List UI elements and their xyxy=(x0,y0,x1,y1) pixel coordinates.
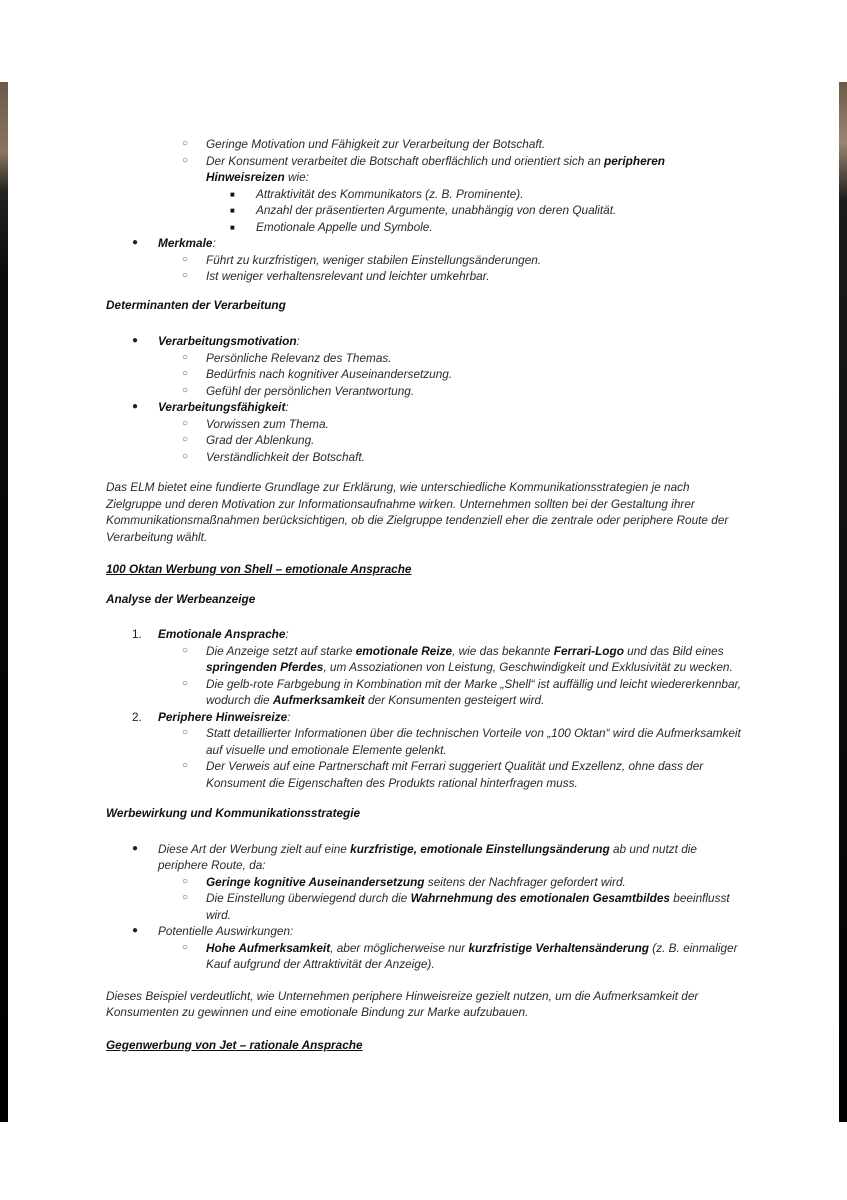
section-heading: Determinanten der Verarbeitung xyxy=(106,297,286,312)
list-item: ■ Emotionale Appelle und Symbole. xyxy=(106,219,746,236)
list-item: ○ Grad der Ablenkung. xyxy=(182,433,315,447)
circle-bullet-icon: ○ xyxy=(182,941,189,953)
disc-bullet-icon: ● xyxy=(132,842,139,854)
list-item: 1. Emotionale Ansprache: xyxy=(132,627,289,641)
document-page xyxy=(8,82,839,1122)
disc-bullet-icon: ● xyxy=(132,925,139,936)
list-item: ○ Die Einstellung überwiegend durch die Wahrnehmung des emotionalen Gesamtbildes beeinflusst wird. xyxy=(182,891,730,922)
section-title: Gegenwerbung von Jet – rationale Ansprache xyxy=(106,1037,363,1052)
list-item: ○ Statt detaillierter Informationen über die technischen Vorteile von „100 Oktan“ wird die Aufmerksamkeit auf visuelle und emotionale Elemente gelenkt. xyxy=(182,726,741,757)
list-item: ○ Geringe Motivation und Fähigkeit zur Verarbeitung der Botschaft. xyxy=(182,137,546,151)
circle-bullet-icon: ○ xyxy=(182,417,189,429)
left-photo-edge xyxy=(0,82,8,1122)
list-item: ○ Geringe kognitive Auseinandersetzung seitens der Nachfrager gefordert wird. xyxy=(182,874,626,889)
circle-bullet-icon: ○ xyxy=(182,253,189,265)
circle-bullet-icon: ○ xyxy=(182,368,189,379)
list-item: ○ Ist weniger verhaltensrelevant und leichter umkehrbar. xyxy=(182,269,490,283)
square-bullet-icon: ■ xyxy=(230,189,235,199)
list-item: ○ Der Verweis auf eine Partnerschaft mit Ferrari suggeriert Qualität und Exzellenz, ohne dass der Konsument die Eigenschaften des Produkts rational hinterfragen muss. xyxy=(182,759,704,790)
list-item: ● Merkmale: xyxy=(132,236,216,250)
circle-bullet-icon: ○ xyxy=(182,351,189,363)
list-item: ○ Vorwissen zum Thema. xyxy=(182,416,329,431)
section-heading: Analyse der Werbeanzeige xyxy=(106,591,256,606)
circle-bullet-icon: ○ xyxy=(182,644,189,656)
list-item: 2. Periphere Hinweisreize: xyxy=(132,709,291,724)
document-content xyxy=(106,136,746,1053)
list-number: 1. xyxy=(132,627,142,641)
list-item: ○ Gefühl der persönlichen Verantwortung. xyxy=(182,383,415,398)
list-item: ○ Bedürfnis nach kognitiver Auseinandersetzung. xyxy=(182,367,453,381)
list-item: ● Verarbeitungsmotivation: xyxy=(132,334,300,348)
list-item: ■ Anzahl der präsentierten Argumente, unabhängig von deren Qualität. xyxy=(106,202,746,219)
list-item: ● Potentielle Auswirkungen: xyxy=(132,924,294,938)
list-number: 2. xyxy=(132,709,142,724)
circle-bullet-icon: ○ xyxy=(182,138,189,149)
list-item: ● Verarbeitungsfähigkeit: xyxy=(132,400,289,414)
conclusion-paragraph: Dieses Beispiel verdeutlicht, wie Unternehmen periphere Hinweisreize gezielt nutzen, um die Aufmerksamkeit der Konsumenten zu gewinnen und eine emotionale Bindung zur Marke aufzubauen. xyxy=(106,988,699,1019)
list-item: ○ Persönliche Relevanz des Themas. xyxy=(182,350,392,365)
right-photo-edge xyxy=(839,82,847,1122)
list-item: ○ Der Konsument verarbeitet die Botschaft oberflächlich und orientiert sich an peripheren Hinweisreizen wie: xyxy=(182,153,665,184)
circle-bullet-icon: ○ xyxy=(182,450,189,462)
list-item: ○ Die Anzeige setzt auf starke emotionale Reize, wie das bekannte Ferrari-Logo und das Bild eines springenden Pferdes, um Assoziationen von Leistung, Geschwindigkeit und Exklusivität zu wecken. xyxy=(182,643,733,674)
square-bullet-icon: ■ xyxy=(230,206,235,215)
circle-bullet-icon: ○ xyxy=(182,434,189,445)
circle-bullet-icon: ○ xyxy=(182,677,189,689)
list-item: ○ Verständlichkeit der Botschaft. xyxy=(182,449,365,464)
circle-bullet-icon: ○ xyxy=(182,875,189,887)
circle-bullet-icon: ○ xyxy=(182,384,189,396)
disc-bullet-icon: ● xyxy=(132,401,139,412)
summary-paragraph: Das ELM bietet eine fundierte Grundlage zur Erklärung, wie unterschiedliche Kommunikationsstrategien je nach Zielgruppe und deren Motivation zur Informationsaufnahme wirken. Unternehmen sollten bei der Gestaltung ihrer Kommunikationsmaßnahmen berücksichtigen, ob die Zielgruppe tendenziell eher die zentrale oder periphere Route der Verarbeitung wählt. xyxy=(106,480,729,544)
list-item: ■ Attraktivität des Kommunikators (z. B. Prominente). xyxy=(106,186,746,203)
bottom-margin xyxy=(0,1122,847,1200)
list-item: ○ Hohe Aufmerksamkeit, aber möglicherweise nur kurzfristige Verhaltensänderung (z. B. einmaliger Kauf aufgrund der Attraktivität der Anzeige). xyxy=(182,940,738,971)
section-heading: Werbewirkung und Kommunikationsstrategie xyxy=(106,806,361,820)
section-title: 100 Oktan Werbung von Shell – emotionale Ansprache xyxy=(106,562,412,576)
circle-bullet-icon: ○ xyxy=(182,760,189,771)
disc-bullet-icon: ● xyxy=(132,335,139,346)
top-margin xyxy=(0,0,847,82)
circle-bullet-icon: ○ xyxy=(182,154,189,166)
list-item: ● Diese Art der Werbung zielt auf eine kurzfristige, emotionale Einstellungsänderung ab und nutzt die periphere Route, da: xyxy=(132,841,697,872)
list-item: ○ Führt zu kurzfristigen, weniger stabilen Einstellungsänderungen. xyxy=(182,252,542,267)
disc-bullet-icon: ● xyxy=(132,237,139,248)
circle-bullet-icon: ○ xyxy=(182,727,189,738)
square-bullet-icon: ■ xyxy=(230,222,235,232)
circle-bullet-icon: ○ xyxy=(182,892,189,903)
list-item: ○ Die gelb-rote Farbgebung in Kombination mit der Marke „Shell“ ist auffällig und leicht wiedererkennbar, wodurch die Aufmerksamkeit der Konsumenten gesteigert wird. xyxy=(182,676,742,707)
circle-bullet-icon: ○ xyxy=(182,270,189,281)
